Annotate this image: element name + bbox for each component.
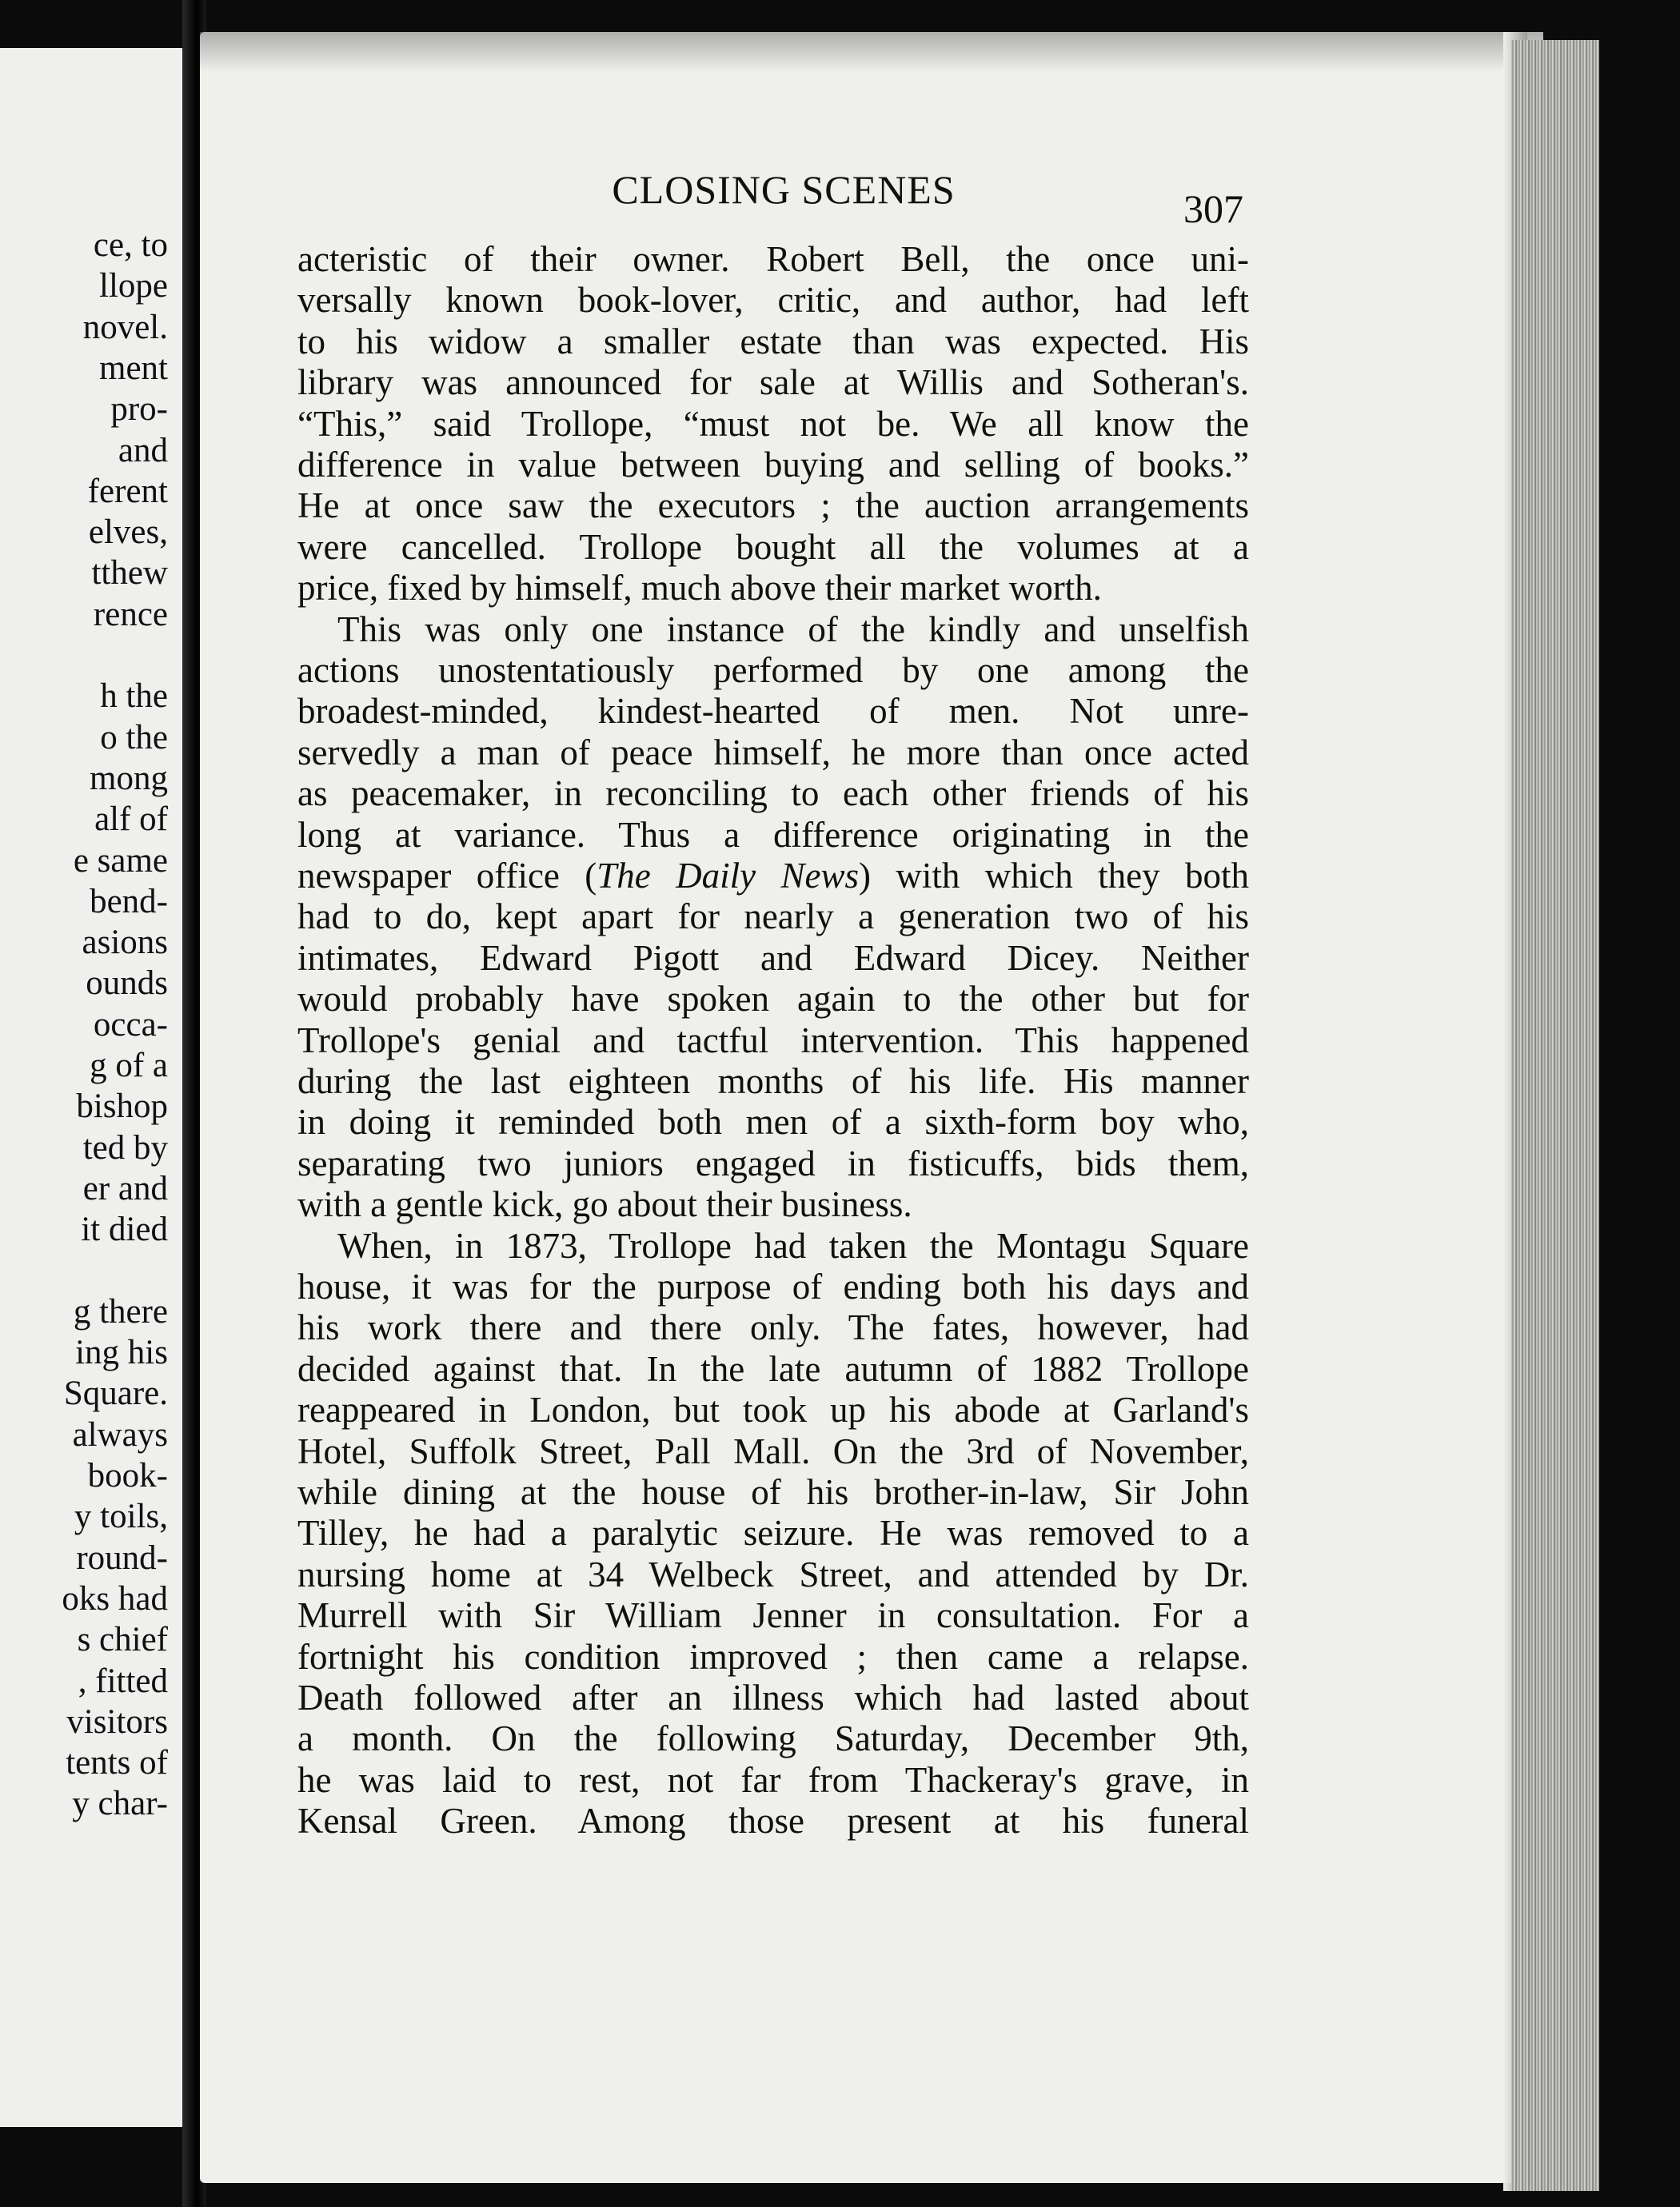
text-line: Murrell with Sir William Jenner in consultation. For a xyxy=(297,1595,1249,1636)
text-line: Trollope's genial and tactful intervention. This happened xyxy=(297,1020,1249,1060)
left-page-fragment: er and xyxy=(82,1169,168,1207)
text-line: He at once saw the executors ; the auction arrangements xyxy=(297,485,1249,526)
text-line: were cancelled. Trollope bought all the volumes at a xyxy=(297,526,1249,567)
left-page-fragment: bishop xyxy=(76,1088,168,1126)
left-page-fragment: y char- xyxy=(72,1785,168,1823)
text-line: fortnight his condition improved ; then came a relapse. xyxy=(297,1636,1249,1677)
left-page-fragment: occa- xyxy=(93,1005,168,1044)
text-line: “This,” said Trollope, “must not be. We all know the xyxy=(297,403,1249,444)
text-line: house, it was for the purpose of ending both his days and xyxy=(297,1267,1249,1307)
text-line: This was only one instance of the kindly and unselfish xyxy=(337,609,1249,649)
left-page-fragment: novel. xyxy=(82,308,168,346)
left-page-fragment: tents of xyxy=(66,1744,168,1782)
left-page-fragment: g of a xyxy=(90,1047,168,1084)
page-shadow xyxy=(200,32,1543,72)
text-line: long at variance. Thus a difference originating in the xyxy=(297,814,1249,855)
left-page-fragment: y toils, xyxy=(74,1498,168,1536)
text-line: Hotel, Suffolk Street, Pall Mall. On the 3rd of November, xyxy=(297,1431,1249,1471)
left-page-fragment: ce, to xyxy=(93,226,168,264)
left-page-fragment: always xyxy=(72,1415,168,1454)
italic-title: The Daily News xyxy=(597,856,860,896)
text-line: intimates, Edward Pigott and Edward Dicey. Neither xyxy=(297,937,1249,978)
left-page-fragment: h the xyxy=(100,677,168,716)
left-page-fragment: o the xyxy=(100,718,168,756)
page-number: 307 xyxy=(1183,186,1243,231)
text-line: difference in value between buying and selling of books.” xyxy=(297,445,1249,485)
text-line: Death followed after an illness which had lasted about xyxy=(297,1678,1249,1718)
text-line: while dining at the house of his brother-in-law, Sir John xyxy=(297,1472,1249,1512)
text-line: library was announced for sale at Willis and Sotheran's. xyxy=(297,362,1249,403)
text-line: in doing it reminded both men of a sixth-form boy who, xyxy=(297,1102,1249,1143)
left-page-fragment: ment xyxy=(99,349,168,387)
left-page xyxy=(0,48,182,2127)
text-line: broadest-minded, kindest-hearted of men. Not unre- xyxy=(297,691,1249,732)
left-page-fragment: g there xyxy=(73,1292,168,1331)
page-edges xyxy=(1511,40,1599,2191)
text-line: servedly a man of peace himself, he more than once acted xyxy=(297,732,1249,772)
left-page-fragment: book- xyxy=(87,1457,168,1495)
text-line: nursing home at 34 Welbeck Street, and attended by Dr. xyxy=(297,1554,1249,1594)
left-page-fragment: pro- xyxy=(110,390,168,429)
text-line: When, in 1873, Trollope had taken the Montagu Square xyxy=(337,1225,1249,1266)
text-line: a month. On the following Saturday, December 9th, xyxy=(297,1718,1249,1759)
left-page-fragment: it died xyxy=(81,1211,168,1249)
text-line: decided against that. In the late autumn of 1882 Trollope xyxy=(297,1348,1249,1389)
text-segment: newspaper office ( xyxy=(297,856,597,896)
left-page-fragment: ing his xyxy=(75,1334,168,1372)
left-page-fragment: ferent xyxy=(87,472,168,510)
left-page-fragment: ted by xyxy=(82,1128,168,1167)
left-page-fragment: s chief xyxy=(77,1621,168,1659)
text-line: Tilley, he had a paralytic seizure. He was removed to a xyxy=(297,1513,1249,1554)
text-line: with a gentle kick, go about their business. xyxy=(297,1184,912,1225)
left-page-fragment: rence xyxy=(93,595,168,633)
text-line: actions unostentatiously performed by one among the xyxy=(297,650,1249,690)
text-line: Kensal Green. Among those present at his funeral xyxy=(297,1801,1249,1842)
left-page-fragment: round- xyxy=(76,1539,168,1577)
text-line: price, fixed by himself, much above their market worth. xyxy=(297,568,1102,609)
left-page-fragment: mong xyxy=(90,759,168,797)
left-page-fragment: bend- xyxy=(90,882,168,920)
text-line: reappeared in London, but took up his abode at Garland's xyxy=(297,1390,1249,1431)
left-page-fragment: elves, xyxy=(88,513,168,552)
left-page-fragment: and xyxy=(118,431,168,469)
text-line: as peacemaker, in reconciling to each other friends of his xyxy=(297,773,1249,814)
left-page-fragment: visitors xyxy=(66,1702,168,1741)
text-line: had to do, kept apart for nearly a generation two of his xyxy=(297,896,1249,937)
text-line: his work there and there only. The fates, however, had xyxy=(297,1307,1249,1348)
left-page-fragment: ounds xyxy=(86,964,168,1003)
left-page-fragment: oks had xyxy=(62,1579,168,1618)
left-page-fragment: , fitted xyxy=(78,1662,168,1700)
left-page-fragment: alf of xyxy=(94,800,168,839)
left-page-fragment: e same xyxy=(73,841,168,880)
left-page-fragment: tthew xyxy=(91,554,168,593)
text-line: he was laid to rest, not far from Thackeray's grave, in xyxy=(297,1759,1249,1800)
text-line: would probably have spoken again to the other but for xyxy=(297,979,1249,1020)
text-line xyxy=(297,855,1249,896)
text-segment: ) with which they both xyxy=(859,856,1249,896)
text-line: separating two juniors engaged in fisticuffs, bids them, xyxy=(297,1143,1249,1183)
running-head-title: CLOSING SCENES xyxy=(612,167,956,212)
left-page-fragment: Square. xyxy=(63,1375,168,1413)
left-page-fragment: asions xyxy=(82,924,168,962)
text-line: to his widow a smaller estate than was expected. His xyxy=(297,321,1249,361)
left-page-fragment: llope xyxy=(99,267,168,305)
text-line: acteristic of their owner. Robert Bell, the once uni- xyxy=(297,239,1249,279)
text-line: versally known book-lover, critic, and author, had left xyxy=(297,280,1249,321)
text-line: during the last eighteen months of his life. His manner xyxy=(297,1061,1249,1101)
